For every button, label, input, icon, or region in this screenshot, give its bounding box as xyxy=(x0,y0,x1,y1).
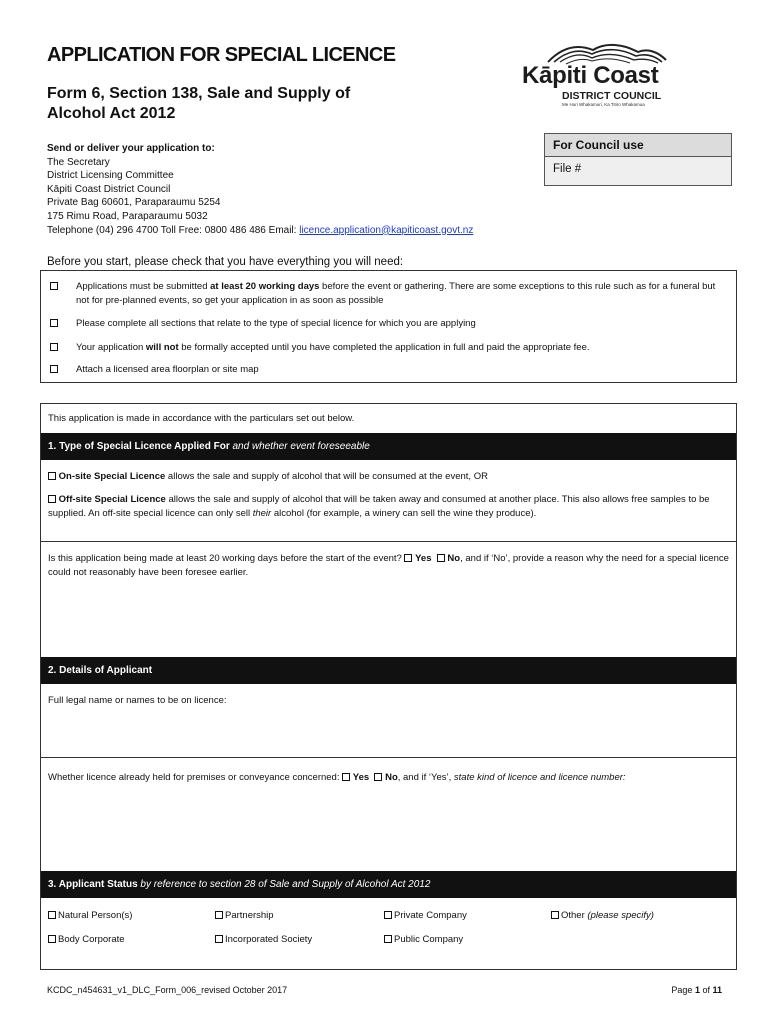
status-public-company[interactable]: Public Company xyxy=(384,934,463,945)
no-checkbox[interactable] xyxy=(374,773,382,781)
status-checkbox[interactable] xyxy=(384,911,392,919)
yes-checkbox[interactable] xyxy=(404,554,412,562)
status-checkbox[interactable] xyxy=(48,935,56,943)
checklist-checkbox[interactable] xyxy=(50,282,58,290)
contact-line xyxy=(47,224,473,238)
logo-name: Kāpiti Coast xyxy=(522,62,659,89)
no-checkbox[interactable] xyxy=(437,554,445,562)
address-line: Private Bag 60601, Paraparaumu 5254 xyxy=(47,197,221,209)
form-title: APPLICATION FOR SPECIAL LICENCE xyxy=(47,44,396,66)
council-use-heading: For Council use xyxy=(545,134,731,157)
status-checkbox[interactable] xyxy=(551,911,559,919)
status-checkbox[interactable] xyxy=(215,935,223,943)
divider xyxy=(41,757,736,758)
status-body-corporate[interactable]: Body Corporate xyxy=(48,934,125,945)
address-line: 175 Rimu Road, Paraparaumu 5032 xyxy=(47,210,208,222)
section-3-header: 3. Applicant Status by reference to section 28 of Sale and Supply of Alcohol Act 2012 xyxy=(41,871,736,898)
status-natural-person[interactable]: Natural Person(s) xyxy=(48,910,132,921)
licence-held-question: Whether licence already held for premises or conveyance concerned: Yes No, and if ‘Yes’, state kind of licence and licence number: xyxy=(48,772,626,783)
email-link[interactable]: licence.application@kapiticoast.govt.nz xyxy=(299,224,474,236)
status-checkbox[interactable] xyxy=(215,911,223,919)
send-address-block xyxy=(47,142,473,237)
phone-text: Telephone (04) 296 4700 Toll Free: 0800 486 486 Email: xyxy=(47,224,300,236)
application-form xyxy=(40,403,737,970)
checklist-box: Applications must be submitted at least 20 working days before the event or gathering. There are some exceptions to this rule such as for a funeral but not for pre-planned events, so get your application in as soon as possible Please complete all sections that relate to the type of special licence for which you are applying Your application will not be formally accepted until you have completed the application in full and paid the appropriate fee. Attach a licensed area floorplan or site map xyxy=(40,270,737,383)
address-line: District Licensing Committee xyxy=(47,170,174,182)
offsite-option: Off-site Special Licence allows the sale and supply of alcohol that will be taken away and consumed at another place. This also allows free samples to be supplied. An off-site special licence can only sell their alcohol (for example, a winery can sell the wine they produce). xyxy=(48,494,710,519)
footer-page-number: Page 1 of 11 xyxy=(671,985,722,995)
subtitle-line-1: Form 6, Section 138, Sale and Supply of xyxy=(47,85,351,102)
form-intro: This application is made in accordance with the particulars set out below. xyxy=(48,413,355,424)
council-use-box xyxy=(544,133,732,186)
address-line: The Secretary xyxy=(47,156,110,168)
checklist-checkbox[interactable] xyxy=(50,319,58,327)
section-1-header: 1. Type of Special Licence Applied For and whether event foreseeable xyxy=(41,433,736,460)
checklist-intro: Before you start, please check that you have everything you will need: xyxy=(47,256,404,268)
yes-checkbox[interactable] xyxy=(342,773,350,781)
send-label: Send or deliver your application to: xyxy=(47,143,215,154)
onsite-option: On-site Special Licence allows the sale and supply of alcohol that will be consumed at the event, OR xyxy=(48,470,730,484)
divider xyxy=(41,541,736,542)
status-other[interactable]: Other (please specify) xyxy=(551,910,654,921)
onsite-checkbox[interactable] xyxy=(48,472,56,480)
address-line: Kāpiti Coast District Council xyxy=(47,183,171,195)
status-checkbox[interactable] xyxy=(384,935,392,943)
form-subtitle xyxy=(47,84,427,124)
file-number-label: File # xyxy=(553,163,582,175)
logo-subtitle: DISTRICT COUNCIL xyxy=(562,90,662,102)
subtitle-line-2: Alcohol Act 2012 xyxy=(47,105,176,122)
checklist-checkbox[interactable] xyxy=(50,343,58,351)
logo-motto: Me Huri Whakamuri, Ka Titiro Whakamua xyxy=(562,102,645,107)
offsite-checkbox[interactable] xyxy=(48,495,56,503)
legal-name-field[interactable]: Full legal name or names to be on licence: xyxy=(48,695,227,706)
status-incorporated-society[interactable]: Incorporated Society xyxy=(215,934,312,945)
checklist-checkbox[interactable] xyxy=(50,365,58,373)
council-logo xyxy=(518,40,678,112)
section-2-header: 2. Details of Applicant xyxy=(41,657,736,684)
status-partnership[interactable]: Partnership xyxy=(215,910,274,921)
status-private-company[interactable]: Private Company xyxy=(384,910,467,921)
footer-doc-id: KCDC_n454631_v1_DLC_Form_006_revised October 2017 xyxy=(47,985,288,995)
status-checkbox[interactable] xyxy=(48,911,56,919)
foreseeable-question: Is this application being made at least 20 working days before the start of the event? Yes No, and if ‘No’, provide a reason why the need for a special licence could not reasonably have been foresee earlier. xyxy=(48,553,729,578)
